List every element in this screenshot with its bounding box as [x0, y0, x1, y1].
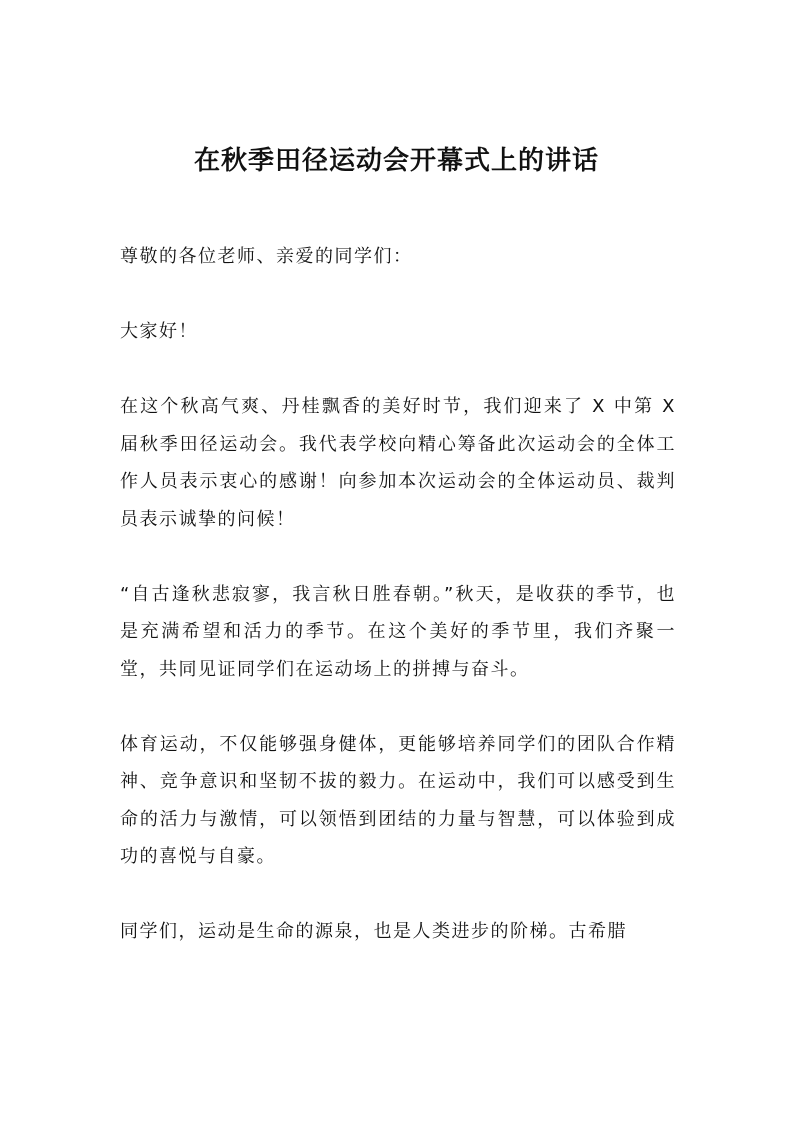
body-paragraph: “自古逢秋悲寂寥，我言秋日胜春朝。”秋天，是收获的季节，也是充满希望和活力的季节。在这个美好的季节里，我们齐聚一堂，共同见证同学们在运动场上的拼搏与奋斗。	[120, 583, 676, 680]
salutation-paragraph: 尊敬的各位老师、亲爱的同学们：	[120, 246, 413, 267]
document-title: 在秋季田径运动会开幕式上的讲话	[193, 146, 599, 177]
greeting-paragraph: 大家好！	[120, 321, 198, 342]
body-paragraph: 体育运动，不仅能够强身健体，更能够培养同学们的团队合作精神、竞争意识和坚韧不拔的毅力。在运动中，我们可以感受到生命的活力与激情，可以领悟到团结的力量与智慧，可以体验到成功的喜悦与自豪。	[120, 733, 676, 867]
body-paragraph: 同学们，运动是生命的源泉，也是人类进步的阶梯。古希腊	[120, 921, 627, 942]
document-body	[120, 238, 676, 951]
body-paragraph: 在这个秋高气爽、丹桂飘香的美好时节，我们迎来了 X 中第 X 届秋季田径运动会。我代表学校向精心筹备此次运动会的全体工作人员表示衷心的感谢！向参加本次运动会的全体运动员、裁判员表示诚挚的问候！	[120, 396, 676, 530]
